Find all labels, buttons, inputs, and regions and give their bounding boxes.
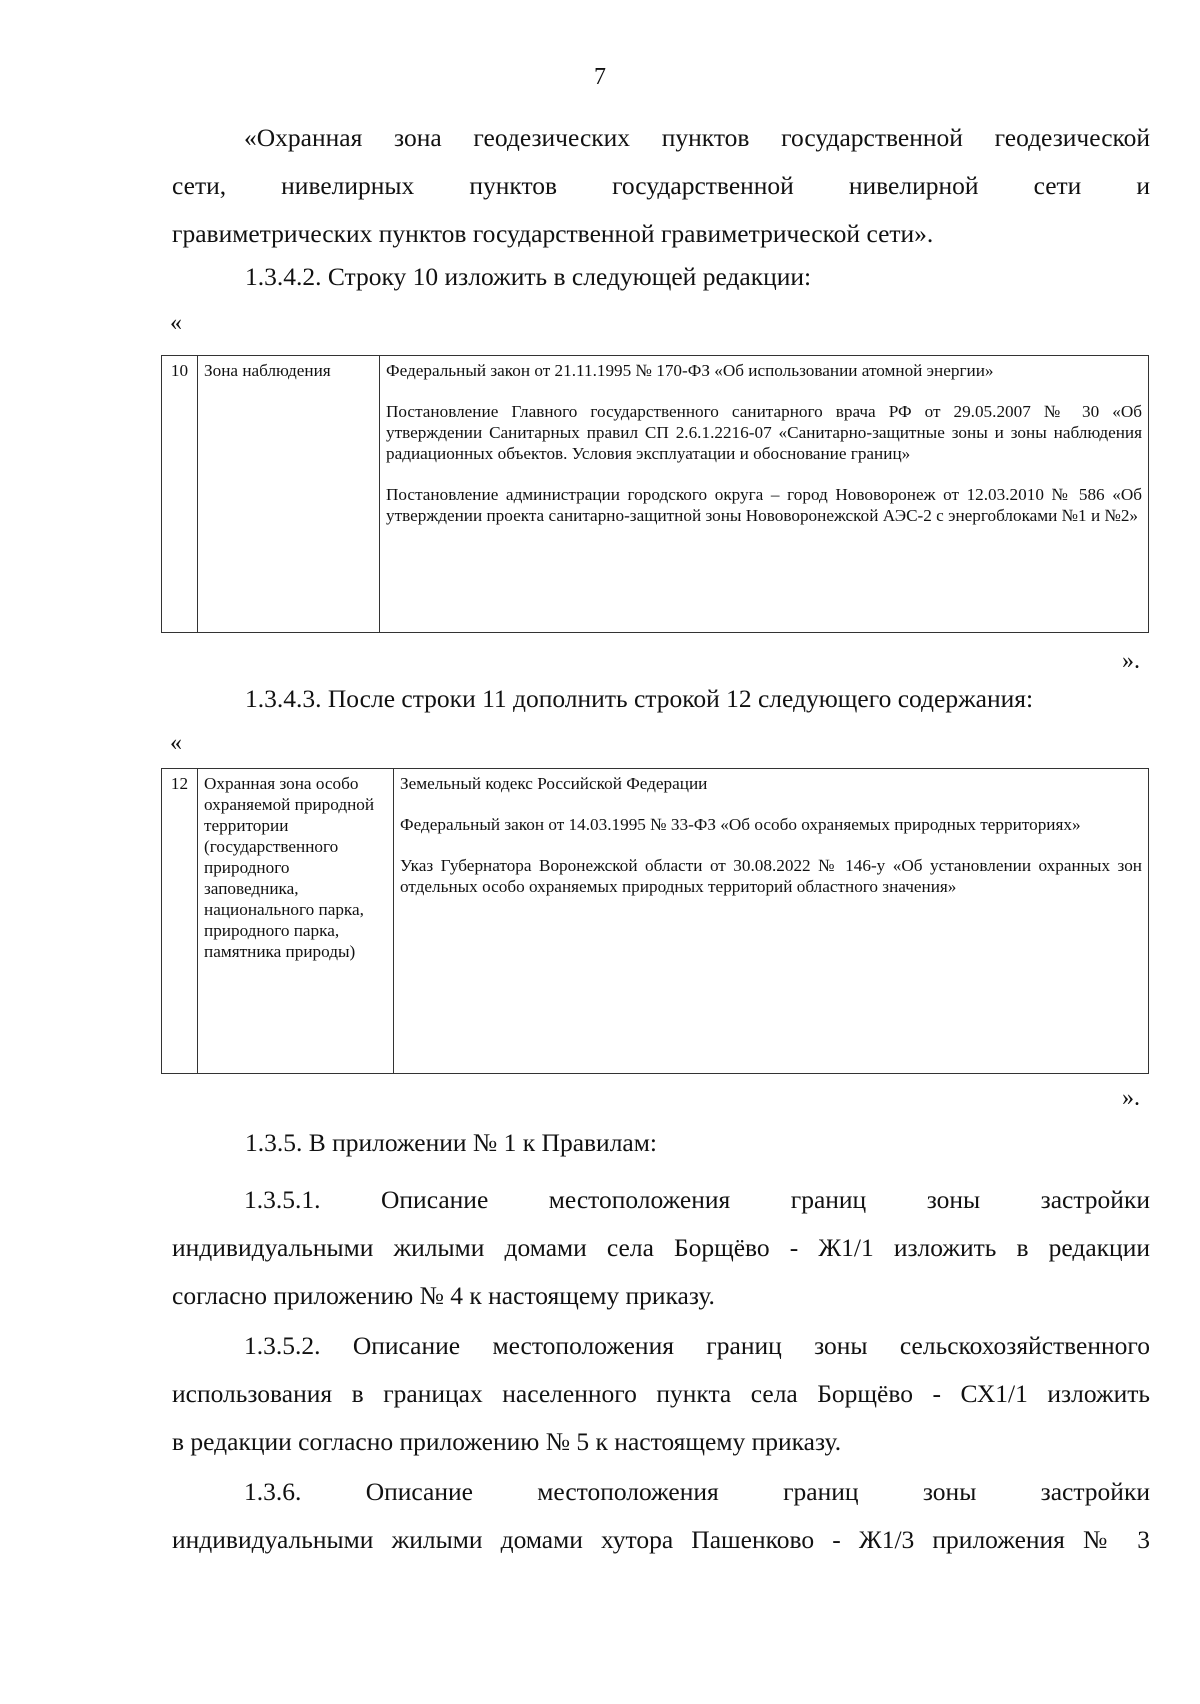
- row-number: 12: [162, 769, 198, 1074]
- heading-1-3-4-3: 1.3.4.3. После строки 11 дополнить строкой 12 следующего содержания:: [245, 684, 1034, 713]
- legal-doc: Земельный кодекс Российской Федерации: [400, 774, 708, 793]
- legal-doc: Федеральный закон от 14.03.1995 № 33-ФЗ «Об особо охраняемых природных территориях»: [400, 815, 1081, 834]
- para-1-3-5-2-line-1: 1.3.5.2. Описание местоположения границ зоны сельскохозяйственного: [244, 1331, 1150, 1360]
- row-number: 10: [162, 356, 198, 633]
- zone-name: Охранная зона особо охраняемой природной территории (государственного природного заповедника, национального парка, природного парка, памятника природы): [198, 769, 394, 1074]
- row-12-table: [161, 768, 1149, 1074]
- legal-docs: [394, 769, 1149, 1074]
- table-row: [162, 356, 1149, 633]
- zone-name: Зона наблюдения: [198, 356, 380, 633]
- para-1-3-6-line-1: 1.3.6. Описание местоположения границ зоны застройки: [244, 1477, 1150, 1506]
- heading-1-3-4-2: 1.3.4.2. Строку 10 изложить в следующей редакции:: [245, 262, 812, 291]
- para-1-3-5-1-line-1: 1.3.5.1. Описание местоположения границ зоны застройки: [244, 1185, 1150, 1214]
- legal-docs: [380, 356, 1149, 633]
- heading-1-3-5: 1.3.5. В приложении № 1 к Правилам:: [245, 1128, 657, 1157]
- legal-doc: Постановление Главного государственного санитарного врача РФ от 29.05.2007 № 30 «Об утверждении Санитарных правил СП 2.6.1.2216-07 «Санитарно-защитные зоны и зоны наблюдения радиационных объектов. Условия эксплуатации и обоснование границ»: [386, 402, 1142, 463]
- para-1-3-6-line-2: индивидуальными жилыми домами хутора Пашенково - Ж1/3 приложения № 3: [172, 1525, 1150, 1554]
- page-number: 7: [594, 64, 606, 90]
- intro-line-1: «Охранная зона геодезических пунктов государственной геодезической: [244, 123, 1150, 152]
- close-quote-2: ».: [1122, 1085, 1140, 1111]
- open-quote-2: «: [170, 730, 182, 756]
- legal-doc: Федеральный закон от 21.11.1995 № 170-ФЗ «Об использовании атомной энергии»: [386, 361, 994, 380]
- legal-doc: Постановление администрации городского округа – город Нововоронеж от 12.03.2010 № 586 «Об утверждении проекта санитарно-защитной зоны Нововоронежской АЭС-2 с энергоблоками №1 и №2»: [386, 485, 1142, 525]
- open-quote-1: «: [170, 310, 182, 336]
- para-1-3-5-2-line-2: использования в границах населенного пункта села Борщёво - СХ1/1 изложить: [172, 1379, 1150, 1408]
- para-1-3-5-1-line-2: индивидуальными жилыми домами села Борщёво - Ж1/1 изложить в редакции: [172, 1233, 1150, 1262]
- close-quote-1: ».: [1122, 648, 1140, 674]
- intro-line-3: гравиметрических пунктов государственной гравиметрической сети».: [172, 219, 934, 248]
- intro-line-2: сети, нивелирных пунктов государственной нивелирной сети и: [172, 171, 1150, 200]
- legal-doc: Указ Губернатора Воронежской области от 30.08.2022 № 146-у «Об установлении охранных зон отдельных особо охраняемых природных территорий областного значения»: [400, 856, 1142, 896]
- table-row: [162, 769, 1149, 1074]
- row-10-table: [161, 355, 1149, 633]
- para-1-3-5-1-line-3: согласно приложению № 4 к настоящему приказу.: [172, 1281, 715, 1310]
- para-1-3-5-2-line-3: в редакции согласно приложению № 5 к настоящему приказу.: [172, 1427, 842, 1456]
